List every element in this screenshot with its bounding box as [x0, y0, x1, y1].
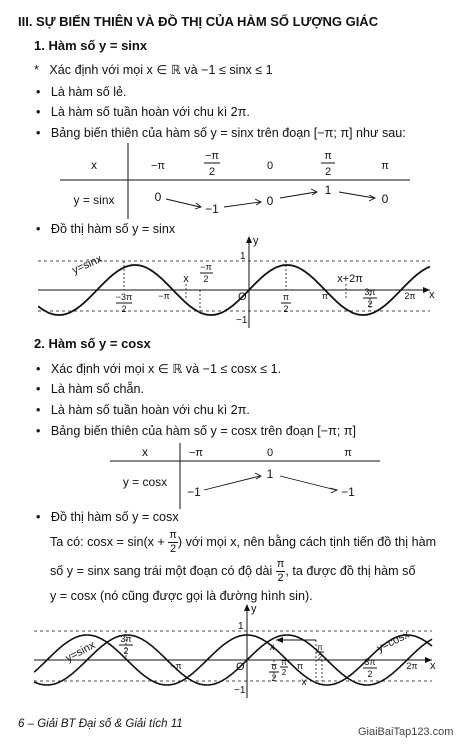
svg-text:−π: −π: [204, 150, 220, 162]
svg-text:2: 2: [317, 653, 323, 662]
origin-label: O: [238, 291, 247, 303]
table-y-label: y = sinx: [73, 193, 115, 207]
svg-text:2: 2: [283, 304, 289, 314]
footer-book-title: [18, 718, 183, 730]
bullet-text: Đồ thị hàm số y = cosx: [50, 510, 179, 524]
sin-curve-label: y=sinx: [63, 639, 98, 665]
bullet-text: Là hàm số tuần hoàn với chu kì 2π.: [50, 403, 250, 417]
table-y-value: −1: [341, 485, 355, 499]
tick-3pi-2-right: [363, 657, 377, 679]
svg-text:2: 2: [281, 668, 287, 677]
sin-graph: [38, 234, 438, 330]
part2-heading: 2. Hàm số y = cosx: [34, 336, 151, 351]
table-y-value: 0: [266, 194, 274, 208]
part1-graph-bullet: • Đồ thị hàm số y = sinx: [36, 222, 176, 236]
book-title: – Giải BT Đại số & Giải tích 11: [27, 718, 183, 730]
paragraph-line-1: [50, 530, 436, 555]
sin-variation-table: [60, 143, 410, 219]
paragraph-line-2: [50, 559, 415, 584]
table-x-value-frac: [204, 150, 220, 178]
bullet-text: Là hàm số chẵn.: [50, 382, 145, 396]
part2-graph-bullet: • Đồ thị hàm số y = cosx: [36, 510, 179, 524]
tick-pi-2: [281, 292, 291, 314]
table-x-value-frac: [321, 150, 335, 178]
bullet-text: Là hàm số tuần hoàn với chu kì 2π.: [50, 105, 250, 119]
svg-text:3π: 3π: [364, 657, 376, 667]
x-axis-label: x: [430, 660, 436, 672]
tick-label: x: [269, 642, 275, 653]
cos-variation-table: [110, 443, 380, 509]
svg-text:3π: 3π: [364, 287, 376, 297]
part2-bullet-3: • Là hàm số tuần hoàn với chu kì 2π.: [36, 403, 250, 417]
para-text: , ta được đồ thị hàm số: [285, 563, 416, 578]
svg-text:2: 2: [121, 304, 127, 314]
table-x-value: −π: [150, 160, 166, 172]
bullet-text: Xác định với mọi x ∈ ℝ và −1 ≤ cosx ≤ 1.: [50, 362, 282, 376]
part2-bullet-1: • Xác định với mọi x ∈ ℝ và −1 ≤ cosx ≤ 1.: [36, 362, 282, 376]
tick-3pi-2: [363, 287, 377, 309]
bullet-text: Là hàm số lẻ.: [50, 85, 127, 99]
tick-label: π: [296, 661, 304, 671]
svg-text:3π: 3π: [120, 634, 132, 644]
sin-curve-label: y=sinx: [70, 252, 104, 277]
y-minus-one-label: −1: [234, 685, 246, 696]
svg-text:π: π: [282, 292, 290, 302]
part2-bullet-2: • Là hàm số chẵn.: [36, 382, 145, 396]
y-one-label: 1: [240, 251, 246, 262]
tick-label: x+2π: [337, 273, 363, 285]
section-title: III. SỰ BIẾN THIÊN VÀ ĐỒ THỊ CỦA HÀM SỐ LƯỢNG GIÁC: [18, 14, 379, 29]
para-text: Ta có: cosx = sin(x +: [50, 534, 169, 549]
part1-heading: 1. Hàm số y = sinx: [34, 38, 148, 53]
svg-text:2: 2: [123, 646, 129, 656]
y-axis-label: y: [253, 235, 259, 247]
bullet-text: Bảng biến thiên của hàm số y = cosx trên đoạn [−π; π]: [50, 424, 357, 438]
tick-label: π: [321, 291, 329, 301]
svg-text:π: π: [317, 643, 323, 652]
bullet-text: Đồ thị hàm số y = sinx: [50, 222, 176, 236]
part2-bullet-4: • Bảng biến thiên của hàm số y = cosx trên đoạn [−π; π]: [36, 424, 357, 438]
translation-arrow: [276, 637, 316, 643]
table-x-value: π: [381, 160, 389, 172]
table-y-value: −1: [205, 202, 219, 216]
tick-3pi-2-left: [119, 634, 133, 656]
tick-label: x: [301, 677, 307, 688]
part1-bullet-4: • Bảng biến thiên của hàm số y = sinx trên đoạn [−π; π] như sau:: [36, 126, 406, 140]
tick-label: −π: [158, 291, 170, 301]
pi-over-2-fraction: $\frac{\pi}{2}$: [276, 558, 285, 584]
table-x-value: 0: [266, 160, 274, 172]
y-one-label: 1: [238, 621, 244, 632]
svg-text:2: 2: [324, 166, 332, 178]
table-x-value: −π: [188, 447, 204, 459]
para-text: ) với mọi x, nên bằng cách tịnh tiến đồ thị hàm: [177, 534, 437, 549]
pi-over-2-fraction: $\frac{\pi}{2}$: [169, 529, 177, 555]
origin-label: O: [236, 661, 245, 673]
table-y-value: 0: [381, 192, 389, 206]
svg-text:2: 2: [367, 299, 373, 309]
y-axis-label: y: [251, 603, 257, 615]
watermark: GiaiBaiTap123.com: [358, 726, 454, 738]
table-y-value: 1: [324, 183, 332, 197]
svg-text:−π: −π: [200, 262, 212, 272]
table-y-value: 0: [154, 190, 162, 204]
x-axis-label: x: [429, 289, 435, 301]
svg-text:π: π: [281, 658, 287, 667]
table-x-label: x: [91, 158, 97, 172]
tick-label: x: [183, 273, 189, 285]
tick-pi-2: [269, 661, 279, 683]
para-text: số y = sinx sang trái một đoạn có độ dài: [50, 563, 276, 578]
svg-text:−3π: −3π: [115, 292, 133, 302]
table-y-value: −1: [187, 485, 201, 499]
cos-curve-label: y=cosx: [375, 628, 412, 655]
svg-text:π: π: [324, 150, 332, 162]
table-y-value: 1: [266, 467, 274, 481]
svg-text:2: 2: [271, 673, 277, 683]
svg-text:π: π: [270, 661, 278, 671]
svg-text:2: 2: [367, 669, 373, 679]
tick-label: 2π: [406, 661, 418, 671]
page-number: 6: [18, 718, 25, 730]
tick-minus-pi-2: [200, 262, 213, 284]
tick-label: 2π: [404, 291, 416, 301]
bullet-text: Xác định với mọi x ∈ ℝ và −1 ≤ sinx ≤ 1: [49, 63, 273, 77]
svg-text:2: 2: [208, 166, 216, 178]
y-minus-one-label: −1: [236, 315, 248, 326]
part1-bullet-1: * Xác định với mọi x ∈ ℝ và −1 ≤ sinx ≤ 1: [34, 63, 273, 77]
table-x-value: 0: [266, 447, 274, 459]
paragraph-line-3: y = cosx (nó cũng được gọi là đường hình sin).: [50, 589, 313, 603]
cos-graph: [34, 602, 442, 700]
table-y-label: y = cosx: [122, 475, 168, 489]
table-x-label: x: [142, 445, 148, 459]
part1-bullet-3: • Là hàm số tuần hoàn với chu kì 2π.: [36, 105, 250, 119]
part1-bullet-2: • Là hàm số lẻ.: [36, 85, 127, 99]
svg-text:2: 2: [203, 274, 209, 284]
tick-pi-2-right: [316, 643, 324, 662]
bullet-text: Bảng biến thiên của hàm số y = sinx trên đoạn [−π; π] như sau:: [50, 126, 406, 140]
tick-label: −π: [170, 661, 182, 671]
table-x-value: π: [344, 447, 352, 459]
